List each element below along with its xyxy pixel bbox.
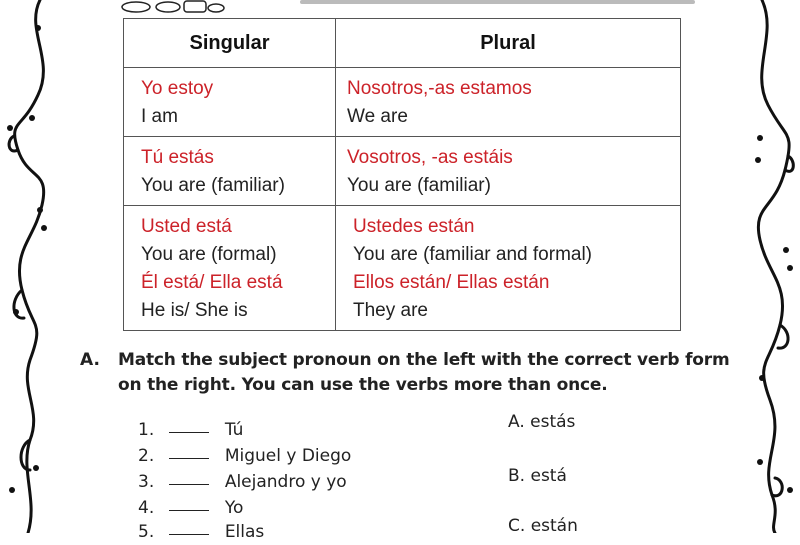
answer-blank[interactable] <box>169 442 209 459</box>
cell-line: We are <box>347 106 408 127</box>
option-label: C. <box>508 516 526 536</box>
conjugation-table <box>123 18 681 331</box>
cell-line: Tú estás <box>141 147 214 168</box>
cell-line: Vosotros, -as estáis <box>347 147 513 168</box>
answer-blank[interactable] <box>169 518 209 535</box>
cell-line: You are (formal) <box>141 244 277 265</box>
item-number: 2. <box>138 446 155 466</box>
header-singular: Singular <box>124 19 336 68</box>
option-label: B. <box>508 466 526 486</box>
item-pronoun: Ellas <box>224 522 265 542</box>
item-pronoun: Tú <box>224 420 244 440</box>
exercise-label: A. <box>80 350 100 370</box>
cell-line: They are <box>353 300 428 321</box>
top-cropped-strip <box>300 0 695 6</box>
item-number: 1. <box>138 420 155 440</box>
cell-line: He is/ She is <box>141 300 248 321</box>
table-header-row <box>124 19 681 68</box>
cell-line: Ustedes están <box>353 216 475 237</box>
option-verb: estás <box>530 412 576 432</box>
item-number: 3. <box>138 472 155 492</box>
list-item <box>138 416 243 442</box>
item-pronoun: Alejandro y yo <box>224 472 347 492</box>
table-row <box>124 68 681 137</box>
cell-line: Nosotros,-as estamos <box>347 78 532 99</box>
list-item <box>138 518 264 544</box>
item-pronoun: Miguel y Diego <box>224 446 352 466</box>
table-row <box>124 137 681 206</box>
verb-option <box>508 466 567 486</box>
cell-line: You are (familiar) <box>141 175 285 196</box>
verb-option <box>508 412 575 432</box>
verb-option <box>508 516 578 536</box>
cell-line: Ellos están/ Ellas están <box>353 272 550 293</box>
cell-line: You are (familiar and formal) <box>353 244 593 265</box>
table-row <box>124 206 681 331</box>
header-plural: Plural <box>336 19 681 68</box>
instructions-text: Match the subject pronoun on the left with the correct verb form on the right. You can use the verbs more than once. <box>118 350 730 395</box>
cell-line: Yo estoy <box>141 78 214 99</box>
list-item <box>138 468 347 494</box>
option-label: A. <box>508 412 525 432</box>
item-number: 4. <box>138 498 155 518</box>
cell-line: I am <box>141 106 178 127</box>
list-item <box>138 442 351 468</box>
cell-line: Él está/ Ella está <box>141 272 283 293</box>
cell-line: Usted está <box>141 216 232 237</box>
option-verb: está <box>530 466 567 486</box>
clipart-decoration <box>118 0 228 14</box>
cell-line: You are (familiar) <box>347 175 491 196</box>
item-pronoun: Yo <box>224 498 244 518</box>
item-number: 5. <box>138 522 155 542</box>
answer-blank[interactable] <box>169 416 209 433</box>
option-verb: están <box>530 516 578 536</box>
answer-blank[interactable] <box>169 494 209 511</box>
list-item <box>138 494 243 520</box>
answer-blank[interactable] <box>169 468 209 485</box>
